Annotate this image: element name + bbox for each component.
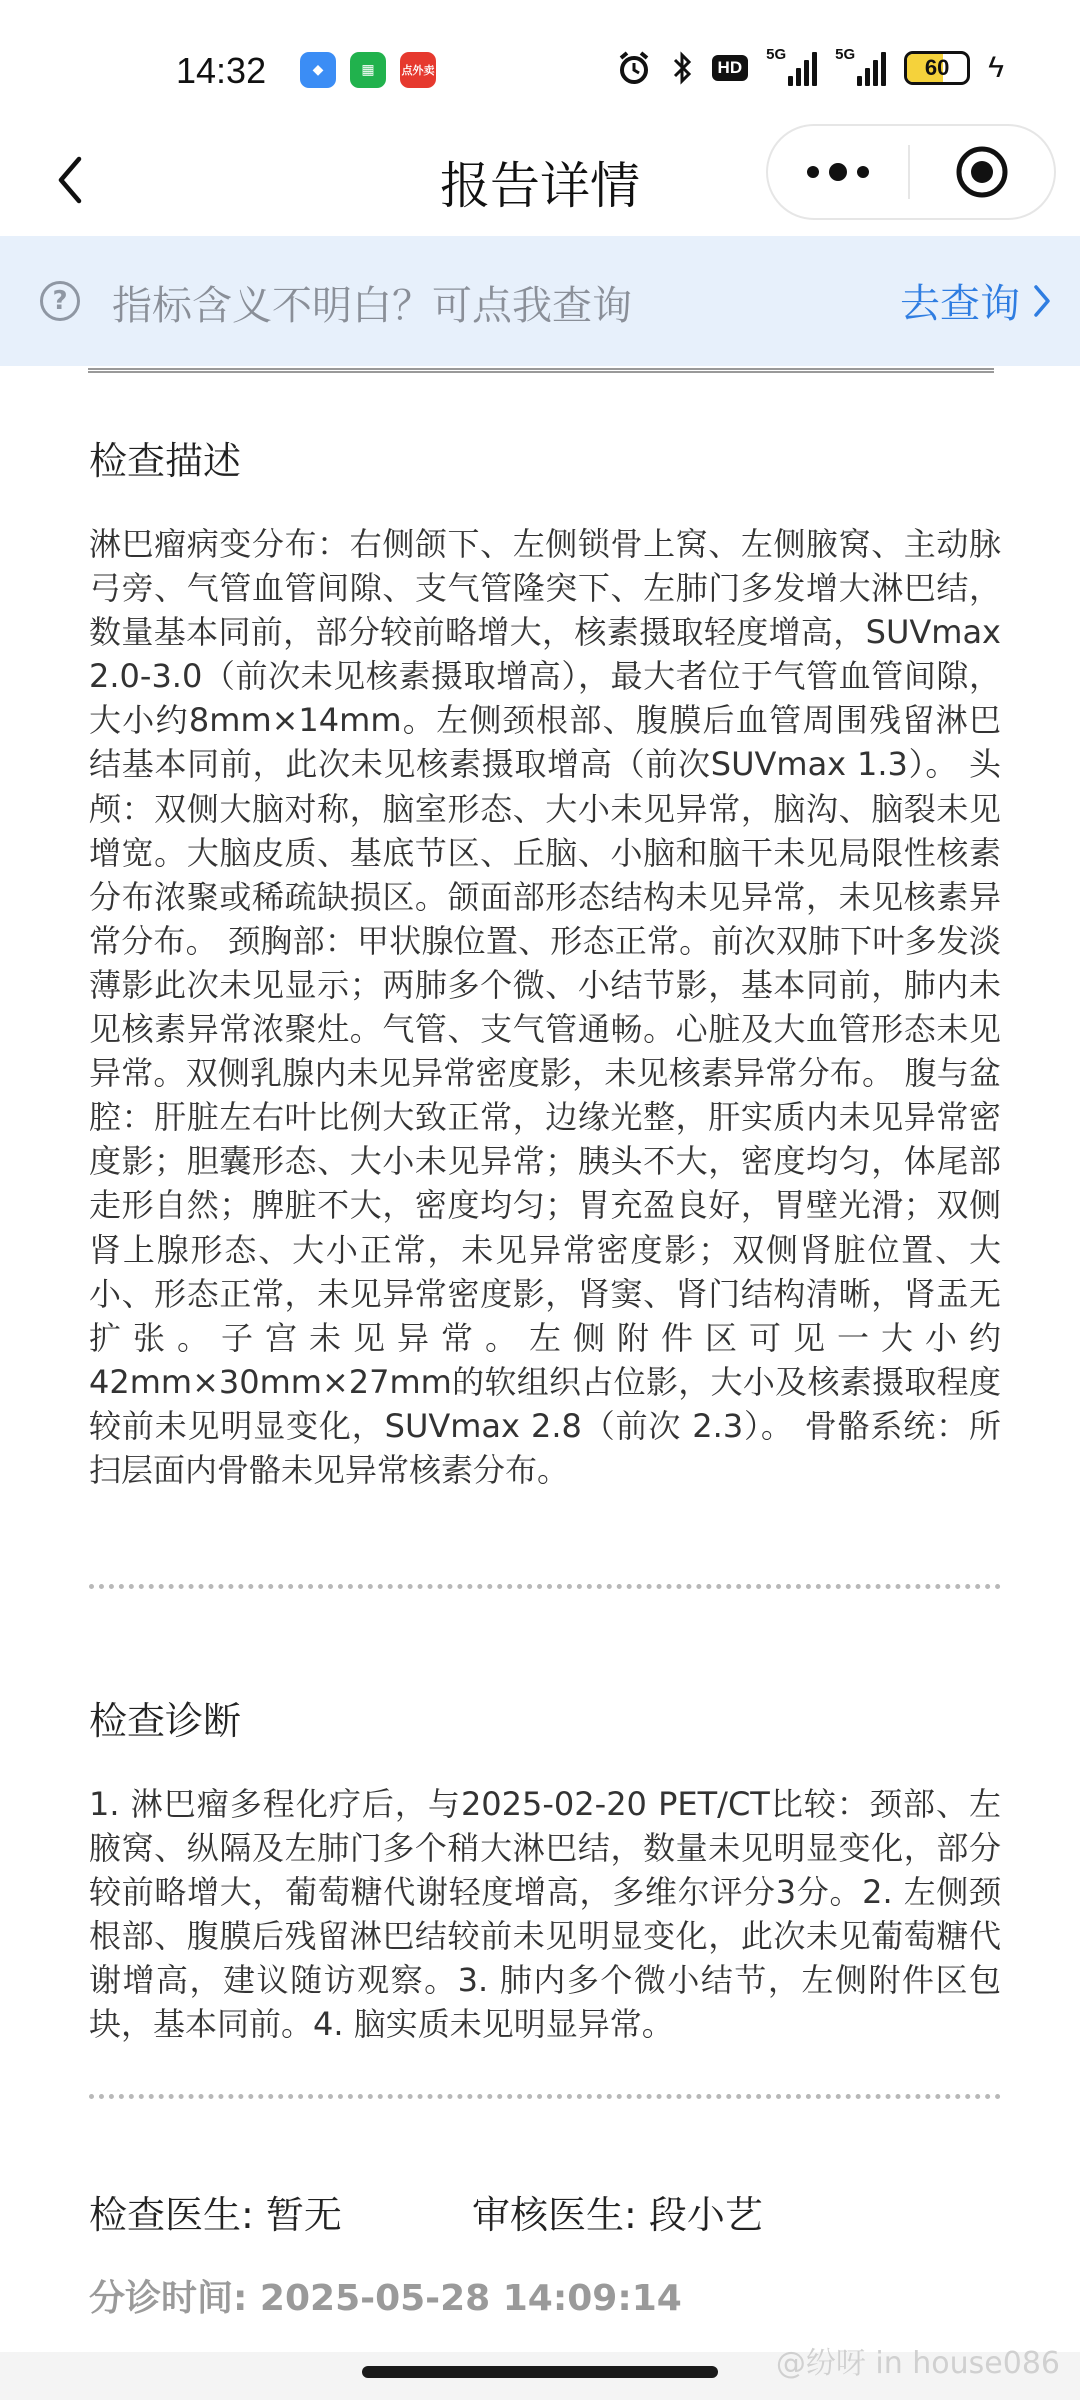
miniprogram-capsule bbox=[766, 124, 1056, 220]
diagnosis-title: 检查诊断 bbox=[89, 1699, 242, 1743]
page-title: 报告详情 bbox=[440, 157, 640, 215]
alarm-icon bbox=[616, 50, 652, 86]
status-time: 14:32 bbox=[176, 50, 267, 91]
hd-voice-icon: HD bbox=[712, 55, 749, 81]
dot-icon bbox=[829, 163, 847, 181]
target-icon bbox=[954, 144, 1010, 200]
question-icon: ? bbox=[40, 281, 80, 321]
review-doctor: 审核医生: 段小艺 bbox=[472, 2193, 763, 2237]
dot-icon bbox=[807, 166, 819, 178]
battery-level: 60 bbox=[924, 55, 950, 80]
green-app-icon: ▦ bbox=[350, 52, 386, 88]
charging-icon: ϟ bbox=[988, 51, 1004, 84]
exam-doctor: 检查医生: 暂无 bbox=[89, 2193, 342, 2237]
status-indicators bbox=[616, 46, 1004, 86]
description-title: 检查描述 bbox=[89, 439, 242, 483]
signal-icon bbox=[766, 46, 817, 86]
go-query-link[interactable] bbox=[900, 272, 1052, 329]
home-indicator[interactable] bbox=[362, 2366, 718, 2378]
signal-icon-2 bbox=[835, 46, 886, 86]
status-bar bbox=[0, 0, 1080, 140]
dot-icon bbox=[857, 166, 869, 178]
close-miniprogram-button[interactable] bbox=[910, 126, 1054, 218]
blue-app-icon: ◆ bbox=[300, 52, 336, 88]
dotted-divider-2 bbox=[89, 2094, 1001, 2099]
dotted-divider bbox=[89, 1584, 1001, 1589]
description-body: 淋巴瘤病变分布：右侧颌下、左侧锁骨上窝、左侧腋窝、主动脉弓旁、气管血管间隙、支气管隆突下、左肺门多发增大淋巴结，数量基本同前，部分较前略增大，核素摄取轻度增高，SUVmax 2.0-3.0（前次未见核素摄取增高），最大者位于气管血管间隙，大小约8mm×14mm。左侧颈根部、腹膜后血管周围残留淋巴结基本同前，此次未见核素摄取增高（前次SUVmax 1.3）。 头颅：双侧大脑对称，脑室形态、大小未见异常，脑沟、脑裂未见增宽。大脑皮质、基底节区、丘脑、小脑和脑干未见局限性核素分布浓聚或稀疏缺损区。颌面部形态结构未见异常，未见核素异常分布。 颈胸部：甲状腺位置、形态正常。前次双肺下叶多发淡薄影此次未见显示；两肺多个微、小结节影，基本同前，肺内未见核素异常浓聚灶。气管、支气管通畅。心脏及大血管形态未见异常。双侧乳腺内未见异常密度影，未见核素异常分布。 腹与盆腔：肝脏左右叶比例大致正常，边缘光整，肝实质内未见异常密度影；胆囊形态、大小未见异常；胰头不大，密度均匀，体尾部走形自然；脾脏不大，密度均匀；胃充盈良好，胃壁光滑；双侧肾上腺形态、大小正常，未见异常密度影；双侧肾脏位置、大小、形态正常，未见异常密度影，肾窦、肾门结构清晰，肾盂无扩张。子宫未见异常。左侧附件区可见一大小约 42mm×30mm×27mm的软组织占位影，大小及核素摄取程度较前未见明显变化，SUVmax 2.8（前次 2.3）。 骨骼系统：所扫层面内骨骼未见异常核素分布。 bbox=[89, 525, 1001, 1489]
network-type-label: 5G bbox=[766, 46, 787, 63]
chevron-right-icon bbox=[1032, 284, 1052, 318]
battery-icon bbox=[904, 51, 970, 85]
help-tip-banner[interactable] bbox=[0, 236, 1080, 366]
notification-app-icons bbox=[300, 52, 436, 88]
triage-time: 分诊时间: 2025-05-28 14:09:14 bbox=[89, 2278, 682, 2319]
tip-text: 指标含义不明白？可点我查询 bbox=[112, 283, 632, 329]
bluetooth-icon bbox=[670, 50, 694, 86]
doctor-row bbox=[89, 2184, 763, 2239]
red-app-icon: 点外卖 bbox=[400, 52, 436, 88]
nav-bar bbox=[0, 120, 1080, 236]
diagnosis-body: 1. 淋巴瘤多程化疗后，与2025-02-20 PET/CT比较：颈部、左腋窝、纵隔及左肺门多个稍大淋巴结，数量未见明显变化，部分较前略增大，葡萄糖代谢轻度增高，多维尔评分3分。2. 左侧颈根部、腹膜后残留淋巴结较前未见明显变化，此次未见葡萄糖代谢增高，建议随访观察。3. 肺内多个微小结节，左侧附件区包块，基本同前。4. 脑实质未见明显异常。 bbox=[89, 1785, 1001, 2044]
go-query-label: 去查询 bbox=[900, 281, 1020, 327]
more-button[interactable] bbox=[768, 126, 908, 218]
watermark: @纷呀 in house086 bbox=[775, 2346, 1060, 2381]
section-top-rule bbox=[88, 368, 994, 373]
network-type-label-2: 5G bbox=[835, 46, 856, 63]
